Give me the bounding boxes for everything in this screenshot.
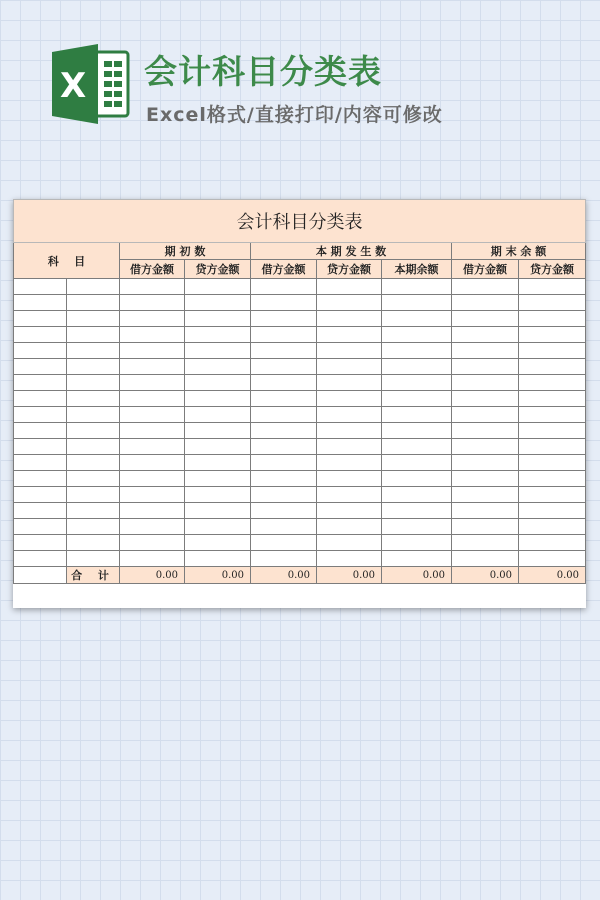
group-header-current: 本 期 发 生 数: [251, 243, 452, 260]
table-cell[interactable]: [519, 455, 586, 471]
table-cell[interactable]: [251, 519, 317, 535]
table-cell[interactable]: [251, 551, 317, 567]
table-cell[interactable]: [120, 551, 185, 567]
table-cell[interactable]: [67, 375, 120, 391]
table-cell[interactable]: [519, 471, 586, 487]
table-cell[interactable]: [14, 439, 67, 455]
table-cell[interactable]: [317, 519, 382, 535]
excel-logo-letter: X: [60, 66, 87, 106]
table-row: [14, 407, 586, 423]
table-cell[interactable]: [382, 407, 452, 423]
table-row: [14, 455, 586, 471]
table-cell[interactable]: [185, 551, 251, 567]
table-row: [14, 503, 586, 519]
table-cell[interactable]: [120, 471, 185, 487]
table-cell[interactable]: [67, 439, 120, 455]
table-cell[interactable]: [519, 551, 586, 567]
table-cell[interactable]: [382, 327, 452, 343]
table-cell[interactable]: [251, 327, 317, 343]
table-cell[interactable]: [14, 407, 67, 423]
table-cell[interactable]: [251, 391, 317, 407]
table-cell[interactable]: [519, 359, 586, 375]
table-cell[interactable]: [382, 391, 452, 407]
table-row: [14, 423, 586, 439]
table-cell[interactable]: [317, 455, 382, 471]
table-row: [14, 551, 586, 567]
table-cell[interactable]: [317, 327, 382, 343]
table-cell[interactable]: [382, 551, 452, 567]
table-cell[interactable]: [120, 423, 185, 439]
table-cell[interactable]: [251, 279, 317, 295]
table-cell[interactable]: [382, 359, 452, 375]
table-cell[interactable]: [67, 311, 120, 327]
table-row: [14, 327, 586, 343]
table-cell[interactable]: [317, 391, 382, 407]
table-cell[interactable]: [14, 471, 67, 487]
table-cell[interactable]: [519, 375, 586, 391]
table-cell[interactable]: [519, 407, 586, 423]
table-cell[interactable]: [67, 471, 120, 487]
table-cell[interactable]: [185, 503, 251, 519]
sheet-caption: 会计科目分类表: [14, 200, 586, 243]
table-cell[interactable]: [185, 311, 251, 327]
table-cell[interactable]: [452, 487, 519, 503]
table-cell[interactable]: [251, 439, 317, 455]
table-cell[interactable]: [251, 535, 317, 551]
table-cell[interactable]: [185, 407, 251, 423]
table-cell[interactable]: [67, 391, 120, 407]
table-cell[interactable]: [251, 503, 317, 519]
table-cell[interactable]: [14, 343, 67, 359]
total-amount-cell[interactable]: 0.00: [519, 567, 586, 584]
table-cell[interactable]: [120, 487, 185, 503]
table-row: [14, 439, 586, 455]
table-row: [14, 487, 586, 503]
table-cell[interactable]: [317, 279, 382, 295]
table-cell[interactable]: [519, 279, 586, 295]
table-cell[interactable]: [452, 471, 519, 487]
table-cell[interactable]: [14, 327, 67, 343]
table-cell[interactable]: [14, 279, 67, 295]
table-cell[interactable]: [251, 295, 317, 311]
excel-logo-icon: [52, 44, 130, 124]
table-row: [14, 343, 586, 359]
table-cell[interactable]: [519, 535, 586, 551]
table-row: [14, 295, 586, 311]
total-amount-cell[interactable]: 0.00: [317, 567, 382, 584]
table-cell[interactable]: [452, 295, 519, 311]
table-cell[interactable]: [67, 279, 120, 295]
table-cell[interactable]: [185, 279, 251, 295]
total-amount-cell[interactable]: 0.00: [452, 567, 519, 584]
total-label: 合 计: [67, 567, 120, 584]
table-cell[interactable]: [67, 423, 120, 439]
table-cell[interactable]: [452, 311, 519, 327]
table-cell[interactable]: [120, 535, 185, 551]
table-cell[interactable]: [519, 519, 586, 535]
table-cell[interactable]: [382, 343, 452, 359]
table-cell[interactable]: [452, 391, 519, 407]
table-cell[interactable]: [317, 439, 382, 455]
table-cell[interactable]: [67, 359, 120, 375]
column-header: 贷方金额: [317, 260, 382, 279]
table-cell[interactable]: [317, 423, 382, 439]
table-cell[interactable]: [67, 455, 120, 471]
table-cell[interactable]: [382, 471, 452, 487]
table-cell[interactable]: [67, 343, 120, 359]
page-title: 会计科目分类表: [144, 52, 382, 91]
table-row: [14, 375, 586, 391]
column-header: 借方金额: [251, 260, 317, 279]
table-cell[interactable]: [14, 487, 67, 503]
spreadsheet: [13, 199, 586, 608]
table-row: [14, 279, 586, 295]
table-cell[interactable]: [14, 359, 67, 375]
table-cell[interactable]: [67, 295, 120, 311]
table-cell[interactable]: [251, 423, 317, 439]
total-amount-cell[interactable]: 0.00: [185, 567, 251, 584]
subject-header: 科 目: [14, 243, 120, 279]
table-cell[interactable]: [14, 503, 67, 519]
header: [52, 44, 572, 134]
table-cell[interactable]: [67, 551, 120, 567]
table-cell[interactable]: [14, 311, 67, 327]
table-cell[interactable]: [382, 503, 452, 519]
table-cell[interactable]: [14, 551, 67, 567]
table-cell[interactable]: [382, 423, 452, 439]
table-cell[interactable]: [251, 375, 317, 391]
table-cell[interactable]: [14, 391, 67, 407]
table-cell[interactable]: [185, 471, 251, 487]
table-cell[interactable]: [14, 423, 67, 439]
table-cell[interactable]: [185, 439, 251, 455]
table-cell[interactable]: [317, 471, 382, 487]
table-cell[interactable]: [382, 439, 452, 455]
table-cell[interactable]: [251, 359, 317, 375]
table-cell[interactable]: [185, 455, 251, 471]
table-cell[interactable]: [452, 359, 519, 375]
table-cell[interactable]: [382, 487, 452, 503]
table-cell[interactable]: [452, 519, 519, 535]
table-cell[interactable]: [317, 407, 382, 423]
table-cell[interactable]: [185, 423, 251, 439]
total-row: [14, 567, 586, 584]
table-cell[interactable]: [120, 327, 185, 343]
table-row: [14, 311, 586, 327]
table-cell[interactable]: [519, 423, 586, 439]
table-cell[interactable]: [452, 423, 519, 439]
table-cell[interactable]: [251, 343, 317, 359]
table-cell[interactable]: [185, 487, 251, 503]
table-cell[interactable]: [452, 439, 519, 455]
table-cell[interactable]: [185, 359, 251, 375]
table-cell[interactable]: [185, 327, 251, 343]
table-cell[interactable]: [120, 279, 185, 295]
table-cell[interactable]: [120, 439, 185, 455]
table-cell[interactable]: [14, 295, 67, 311]
table-cell[interactable]: [120, 311, 185, 327]
group-header-closing: 期 末 余 额: [452, 243, 586, 260]
table-cell[interactable]: [120, 503, 185, 519]
table-cell[interactable]: [120, 343, 185, 359]
table-cell[interactable]: [317, 503, 382, 519]
table-cell[interactable]: [185, 295, 251, 311]
table-cell[interactable]: [251, 487, 317, 503]
table-row: [14, 359, 586, 375]
table-cell[interactable]: [519, 311, 586, 327]
table-cell[interactable]: [185, 519, 251, 535]
table-cell[interactable]: [519, 327, 586, 343]
table-row: [14, 519, 586, 535]
table-cell[interactable]: [382, 295, 452, 311]
table-cell[interactable]: [14, 455, 67, 471]
table-cell[interactable]: [519, 487, 586, 503]
table-cell[interactable]: [251, 311, 317, 327]
table-cell[interactable]: [382, 519, 452, 535]
table-cell[interactable]: [317, 551, 382, 567]
table-cell[interactable]: [382, 535, 452, 551]
table-cell[interactable]: [317, 487, 382, 503]
table-cell[interactable]: [382, 279, 452, 295]
table-cell[interactable]: [14, 519, 67, 535]
table-cell[interactable]: [185, 391, 251, 407]
table-cell[interactable]: [185, 343, 251, 359]
table-cell[interactable]: [185, 375, 251, 391]
table-cell[interactable]: [14, 375, 67, 391]
account-table: [13, 199, 586, 584]
table-cell[interactable]: [120, 455, 185, 471]
table-cell[interactable]: [14, 535, 67, 551]
table-cell[interactable]: [251, 471, 317, 487]
table-cell[interactable]: [317, 343, 382, 359]
table-cell[interactable]: [120, 375, 185, 391]
table-cell[interactable]: [67, 503, 120, 519]
page-subtitle: Excel格式/直接打印/内容可修改: [146, 104, 443, 126]
table-row: [14, 471, 586, 487]
table-cell[interactable]: [452, 535, 519, 551]
group-header-opening: 期 初 数: [120, 243, 251, 260]
table-cell[interactable]: [452, 279, 519, 295]
total-amount-cell[interactable]: 0.00: [251, 567, 317, 584]
table-cell[interactable]: [120, 295, 185, 311]
table-cell[interactable]: [67, 407, 120, 423]
table-cell[interactable]: [251, 407, 317, 423]
table-cell[interactable]: [67, 535, 120, 551]
table-cell[interactable]: [317, 535, 382, 551]
table-cell[interactable]: [317, 359, 382, 375]
column-header: 贷方金额: [519, 260, 586, 279]
table-cell[interactable]: [452, 343, 519, 359]
table-cell[interactable]: [519, 439, 586, 455]
table-row: [14, 391, 586, 407]
table-cell[interactable]: [120, 391, 185, 407]
table-cell[interactable]: [452, 503, 519, 519]
table-cell[interactable]: [452, 375, 519, 391]
table-cell[interactable]: [519, 503, 586, 519]
total-amount-cell[interactable]: 0.00: [120, 567, 185, 584]
table-cell[interactable]: [452, 551, 519, 567]
table-cell[interactable]: [382, 311, 452, 327]
total-blank-cell[interactable]: [14, 567, 67, 584]
table-cell[interactable]: [185, 535, 251, 551]
table-cell[interactable]: [382, 375, 452, 391]
table-cell[interactable]: [317, 311, 382, 327]
table-cell[interactable]: [67, 327, 120, 343]
table-cell[interactable]: [519, 391, 586, 407]
table-cell[interactable]: [317, 295, 382, 311]
column-header: 贷方金额: [185, 260, 251, 279]
table-cell[interactable]: [452, 407, 519, 423]
table-cell[interactable]: [120, 407, 185, 423]
table-row: [14, 535, 586, 551]
table-cell[interactable]: [452, 455, 519, 471]
table-cell[interactable]: [382, 455, 452, 471]
table-cell[interactable]: [251, 455, 317, 471]
column-header: 借方金额: [452, 260, 519, 279]
table-cell[interactable]: [452, 327, 519, 343]
table-cell[interactable]: [519, 295, 586, 311]
column-header: 借方金额: [120, 260, 185, 279]
table-cell[interactable]: [120, 519, 185, 535]
table-cell[interactable]: [67, 487, 120, 503]
table-cell[interactable]: [67, 519, 120, 535]
table-cell[interactable]: [519, 343, 586, 359]
column-header: 本期余额: [382, 260, 452, 279]
table-cell[interactable]: [120, 359, 185, 375]
table-cell[interactable]: [317, 375, 382, 391]
total-amount-cell[interactable]: 0.00: [382, 567, 452, 584]
